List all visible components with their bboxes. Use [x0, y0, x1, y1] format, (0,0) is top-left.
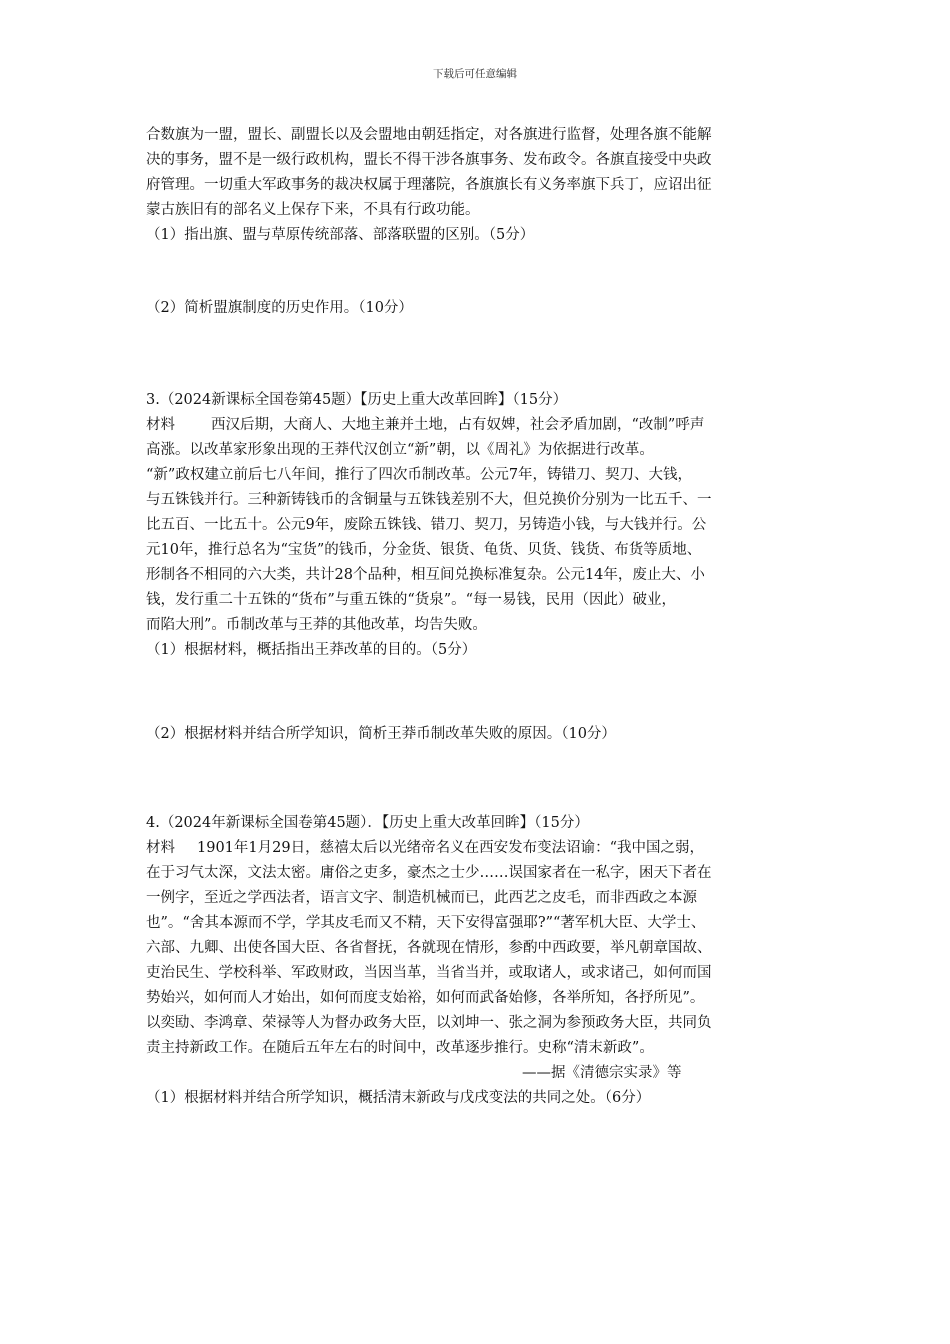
paragraph-line: 而陷大刑”。币制改革与王莽的其他改革，均告失败。 — [146, 617, 487, 633]
paragraph-line: 元10年，推行总名为“宝货”的钱币，分金货、银货、龟货、贝货、钱货、布货等质地、 — [146, 542, 702, 558]
question-3-material — [146, 413, 816, 638]
paragraph-line: 比五百、一比五十。公元9年，废除五铢钱、错刀、契刀，另铸造小钱，与大钱并行。公 — [146, 517, 707, 533]
document-body — [146, 123, 816, 1111]
paragraph-line: 合数旗为一盟，盟长、副盟长以及会盟地由朝廷指定，对各旗进行监督，处理各旗不能解 — [146, 127, 712, 143]
question-2-1: （1）指出旗、盟与草原传统部落、部落联盟的区别。（5分） — [146, 227, 535, 243]
paragraph-line: 蒙古族旧有的部名义上保存下来，不具有行政功能。 — [146, 202, 480, 218]
paragraph-line: 1901年1月29日，慈禧太后以光绪帝名义在西安发布变法诏谕：“我中国之弱， — [197, 840, 704, 856]
paragraph-line: 势始兴，如何而人才始出，如何而度支始裕，如何而武备始修，各举所知，各抒所见”。 — [146, 990, 705, 1006]
paragraph-line: 以奕劻、李鸿章、荣禄等人为督办政务大臣，以刘坤一、张之洞为参预政务大臣，共同负 — [146, 1015, 712, 1031]
source-citation: ——据《清德宗实录》等 — [522, 1065, 682, 1081]
question-2-2: （2）简析盟旗制度的历史作用。（10分） — [146, 300, 413, 316]
paragraph-line: 钱，发行重二十五铢的“货布”与重五铢的“货泉”。“每一易钱，民用（因此）破业， — [146, 592, 677, 608]
paragraph-line: 责主持新政工作。在随后五年左右的时间中，改革逐步推行。史称“清末新政”。 — [146, 1040, 654, 1056]
paragraph-line: 六部、九卿、出使各国大臣、各省督抚，各就现在情形，参酌中西政要，举凡朝章国故、 — [146, 940, 712, 956]
paragraph-line: 高涨。以改革家形象出现的王莽代汉创立“新”朝，以《周礼》为依据进行改革。 — [146, 442, 654, 458]
material-label: 材料 — [146, 840, 175, 856]
paragraph-line: “新”政权建立前后七八年间，推行了四次币制改革。公元7年，铸错刀、契刀、大钱， — [146, 467, 693, 483]
paragraph-line: 形制各不相同的六大类，共计28个品种，相互间兑换标准复杂。公元14年，废止大、小 — [146, 567, 705, 583]
question-4-title: 4.（2024年新课标全国卷第45题）．【历史上重大改革回眸】（15分） — [146, 815, 589, 831]
material-label: 材料 — [146, 417, 175, 433]
paragraph-line: 在于习气太深，文法太密。庸俗之吏多，豪杰之士少……误国家者在一私字，困天下者在 — [146, 865, 712, 881]
question-4-material — [146, 836, 816, 1061]
paragraph-line: 也”。“舍其本源而不学，学其皮毛而又不精，天下安得富强耶?”“著军机大臣、大学士、 — [146, 915, 706, 931]
paragraph-line: 府管理。一切重大军政事务的裁决权属于理藩院，各旗旗长有义务率旗下兵丁，应诏出征 — [146, 177, 712, 193]
paragraph-line: 西汉后期，大商人、大地主兼并土地，占有奴婢，社会矛盾加剧，“改制”呼声 — [211, 417, 705, 433]
paragraph-line: 吏治民生、学校科举、军政财政，当因当革，当省当并，或取诸人，或求诸己，如何而国 — [146, 965, 712, 981]
paragraph-line: 与五铢钱并行。三种新铸钱币的含铜量与五铢钱差别不大，但兑换价分别为一比五千、一 — [146, 492, 712, 508]
paragraph-line: 一例字，至近之学西法者，语言文字、制造机械而已，此西艺之皮毛，而非西政之本源 — [146, 890, 697, 906]
question-4-1: （1）根据材料并结合所学知识，概括清末新政与戊戌变法的共同之处。（6分） — [146, 1090, 651, 1106]
page-header: 下载后可任意编辑 — [433, 68, 517, 80]
question-3-2: （2）根据材料并结合所学知识，简析王莽币制改革失败的原因。（10分） — [146, 726, 616, 742]
intro-paragraph — [146, 123, 816, 223]
paragraph-line: 决的事务，盟不是一级行政机构，盟长不得干涉各旗事务、发布政令。各旗直接受中央政 — [146, 152, 712, 168]
question-3-title: 3.（2024新课标全国卷第45题）【历史上重大改革回眸】（15分） — [146, 392, 568, 408]
question-3-1: （1）根据材料，概括指出王莽改革的目的。（5分） — [146, 642, 477, 658]
